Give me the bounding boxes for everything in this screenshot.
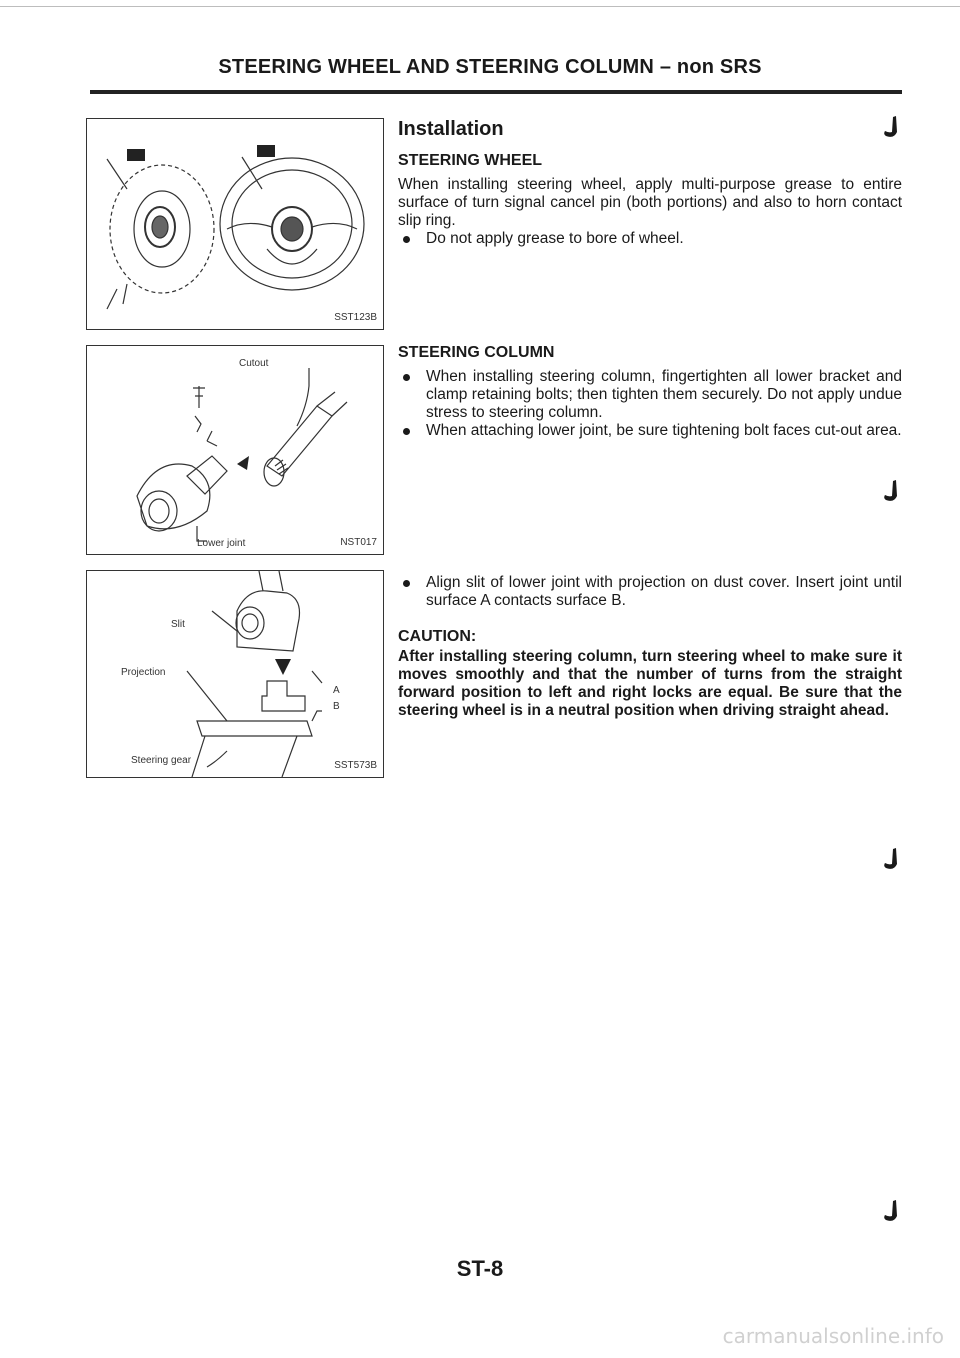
steering-column-bullet: When attaching lower joint, be sure tightening bolt faces cut-out area. bbox=[398, 422, 902, 440]
check-mark-icon bbox=[880, 114, 904, 142]
label-a: A bbox=[333, 685, 340, 696]
figure-code: SST123B bbox=[334, 312, 377, 323]
check-mark-icon bbox=[880, 478, 904, 506]
watermark: carmanualsonline.info bbox=[722, 1324, 944, 1348]
figure-slit-projection bbox=[86, 570, 384, 778]
caution-text: After installing steering column, turn steering wheel to make sure it moves smoothly and that the number of turns from the straight forward position to left and right locks are equal. Be sure that the steering wheel is in a neutral position when driving straight ahead. bbox=[398, 648, 902, 719]
header-rule bbox=[90, 90, 902, 94]
section-steering-wheel bbox=[398, 152, 902, 248]
label-slit: Slit bbox=[171, 619, 185, 630]
steering-wheel-bullet: Do not apply grease to bore of wheel. bbox=[398, 230, 902, 248]
figure-lower-joint bbox=[86, 345, 384, 555]
section-slit-alignment bbox=[398, 574, 902, 720]
slit-alignment-bullet: Align slit of lower joint with projection on dust cover. Insert joint until surface A contacts surface B. bbox=[398, 574, 902, 610]
top-rule bbox=[0, 6, 960, 7]
installation-heading: Installation bbox=[398, 118, 504, 140]
section-steering-column bbox=[398, 344, 902, 440]
steering-column-bullet: When installing steering column, fingertighten all lower bracket and clamp retaining bolts; then tighten them securely. Do not apply undue stress to steering column. bbox=[398, 368, 902, 422]
steering-wheel-illustration bbox=[87, 119, 383, 329]
label-steering-gear: Steering gear bbox=[131, 755, 192, 766]
label-lower-joint: Lower joint bbox=[197, 538, 246, 549]
caution-heading: CAUTION: bbox=[398, 628, 477, 645]
label-projection: Projection bbox=[121, 667, 166, 678]
figure-code: NST017 bbox=[340, 537, 377, 548]
check-mark-icon bbox=[880, 1198, 904, 1226]
steering-wheel-text: When installing steering wheel, apply multi-purpose grease to entire surface of turn signal cancel pin (both portions) and also to horn contact slip ring. bbox=[398, 176, 902, 229]
lower-joint-illustration bbox=[87, 346, 383, 554]
page-number: ST-8 bbox=[456, 1256, 504, 1281]
steering-column-heading: STEERING COLUMN bbox=[398, 344, 555, 361]
steering-wheel-heading: STEERING WHEEL bbox=[398, 152, 543, 169]
label-cutout: Cutout bbox=[239, 358, 269, 369]
figure-code: SST573B bbox=[334, 760, 377, 771]
label-b: B bbox=[333, 701, 340, 712]
page-title: STEERING WHEEL AND STEERING COLUMN – non SRS bbox=[218, 56, 762, 78]
check-mark-icon bbox=[880, 846, 904, 874]
figure-steering-wheel bbox=[86, 118, 384, 330]
